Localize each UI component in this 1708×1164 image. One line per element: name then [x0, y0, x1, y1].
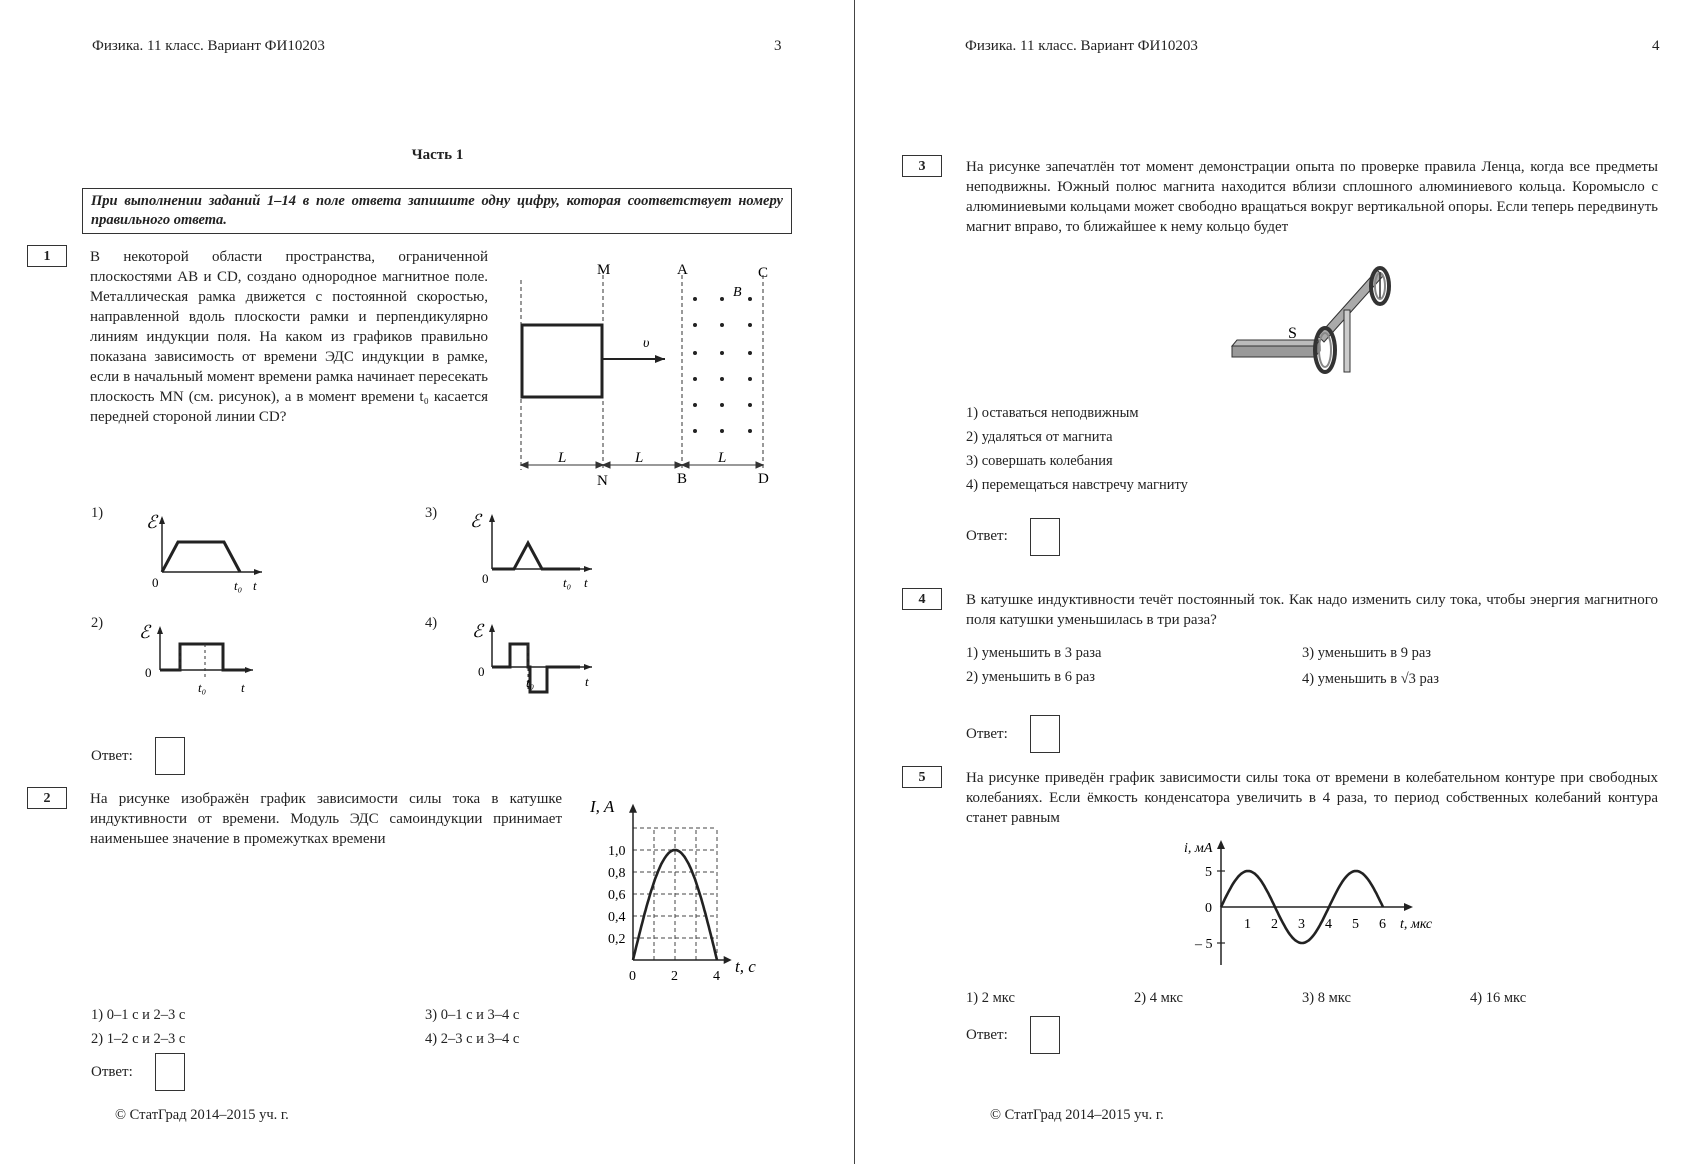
q2-option-1: 1) 0–1 с и 2–3 с	[91, 1007, 186, 1023]
q1-option-1-label: 1)	[91, 505, 104, 521]
q1-graph-3	[470, 510, 600, 595]
answer-label-1: Ответ:	[91, 748, 133, 764]
y-tick-label: 0,8	[608, 866, 626, 881]
q5-xtick-3: 3	[1298, 917, 1305, 932]
q1-option-4-label: 4)	[425, 615, 438, 631]
t0-label: t₀	[234, 578, 243, 593]
page-right	[855, 0, 1708, 1164]
q4-option-1: 1) уменьшить в 3 раза	[966, 645, 1102, 661]
answer-label-5: Ответ:	[966, 1027, 1008, 1043]
q5-x-label: t, мкс	[1400, 917, 1433, 932]
q5-xtick-2: 2	[1271, 917, 1278, 932]
question-number-3: 3	[902, 155, 942, 177]
q3-option-4: 4) перемещаться навстречу магниту	[966, 477, 1188, 493]
q2-option-3: 3) 0–1 с и 3–4 с	[425, 1007, 520, 1023]
answer-box-5[interactable]	[1030, 1016, 1060, 1054]
q5-ytick-5: 5	[1205, 865, 1212, 880]
label-L-2: L	[635, 450, 644, 466]
q3-option-2: 2) удаляться от магнита	[966, 429, 1113, 445]
footer: © СтатГрад 2014–2015 уч. г.	[115, 1107, 289, 1123]
q5-ytick-0: 0	[1205, 901, 1212, 916]
t0-label: t₀	[526, 675, 535, 690]
label-M: M	[597, 262, 611, 278]
q2-option-2: 2) 1–2 с и 2–3 с	[91, 1031, 186, 1047]
q5-oscillation-graph	[1173, 835, 1433, 975]
q4-option-3: 3) уменьшить в 9 раз	[1302, 645, 1432, 661]
label-D: D	[758, 471, 769, 487]
q5-option-1: 1) 2 мкс	[966, 990, 1015, 1006]
q5-ytick-neg5: – 5	[1195, 937, 1213, 952]
q5-option-2: 2) 4 мкс	[1134, 990, 1183, 1006]
q1-field-figure	[515, 255, 785, 495]
q3-option-1: 1) оставаться неподвижным	[966, 405, 1139, 421]
chart-y-label: I, A	[590, 797, 615, 816]
lenz-experiment-figure	[1230, 258, 1400, 378]
x-tick-label: 2	[671, 969, 678, 984]
q5-option-3: 3) 8 мкс	[1302, 990, 1351, 1006]
question-2-text: На рисунке изображён график зависимости силы тока в катушке индуктивности от времени. Модуль ЭДС самоиндукции принимает наименьшее значение в промежутках времени	[90, 791, 562, 847]
label-L-3: L	[718, 450, 727, 466]
q4-option-4: 4) уменьшить в √3 раз	[1302, 671, 1439, 687]
question-number-4: 4	[902, 588, 942, 610]
label-B-vector: B	[733, 285, 742, 300]
x-axis-arrow	[724, 956, 732, 964]
answer-box-4[interactable]	[1030, 715, 1060, 753]
page-header: Физика. 11 класс. Вариант ФИ10203	[965, 38, 1198, 54]
page-number: 4	[1652, 38, 1660, 54]
label-N: N	[597, 473, 608, 489]
label-B: B	[677, 471, 688, 487]
q1-option-2-label: 2)	[91, 615, 104, 631]
answer-label-3: Ответ:	[966, 528, 1008, 544]
q1-graph-4	[470, 620, 600, 700]
y-tick-label: 0,2	[608, 932, 626, 947]
y-tick-label: 0,6	[608, 888, 626, 903]
question-number-1: 1	[27, 245, 67, 267]
q1-graph-1	[140, 510, 270, 595]
q5-y-label: i, мА	[1184, 841, 1213, 856]
field-dots	[693, 297, 752, 433]
y-tick-label: 1,0	[608, 844, 626, 859]
question-number-2: 2	[27, 787, 67, 809]
x-tick-label: 0	[629, 969, 636, 984]
q2-current-chart	[585, 790, 770, 984]
emf-label: ℰ	[470, 511, 481, 531]
t0-label: t₀	[563, 575, 572, 590]
answer-label-4: Ответ:	[966, 726, 1008, 742]
q1-option-3-label: 3)	[425, 505, 438, 521]
zero-label: 0	[145, 665, 152, 680]
answer-label-2: Ответ:	[91, 1064, 133, 1080]
t-label: t	[585, 674, 589, 689]
instruction-box: При выполнении заданий 1–14 в поле ответа запишите одну цифру, которая соответствует номеру правильного ответа.	[82, 188, 792, 234]
chart-x-label: t, с	[735, 957, 756, 976]
question-4-text: В катушке индуктивности течёт постоянный ток. Как надо изменить силу тока, чтобы энергия магнитного поля катушки уменьшилась в три раза?	[966, 592, 1658, 628]
emf-label: ℰ	[472, 621, 483, 641]
q5-xtick-6: 6	[1379, 917, 1386, 932]
label-A: A	[677, 262, 688, 278]
x-tick-label: 4	[713, 969, 720, 984]
question-3-text: На рисунке запечатлён тот момент демонстрации опыта по проверке правила Ленца, когда все предметы неподвижны. Южный полюс магнита находится вблизи сплошного алюминиевого кольца. Коромысло с алюминиевыми кольцами может свободно вращаться вокруг вертикальной опоры. Если теперь передвинуть магнит вправо, то ближайшее к нему кольцо будет	[966, 159, 1658, 235]
answer-box-3[interactable]	[1030, 518, 1060, 556]
part-title: Часть 1	[411, 147, 464, 163]
label-C: C	[758, 265, 769, 281]
metal-frame	[522, 325, 602, 397]
label-velocity: υ	[643, 336, 650, 351]
emf-label: ℰ	[146, 512, 157, 532]
emf-label: ℰ	[139, 622, 150, 642]
q5-xtick-4: 4	[1325, 917, 1332, 932]
zero-label: 0	[152, 575, 159, 590]
footer: © СтатГрад 2014–2015 уч. г.	[990, 1107, 1164, 1123]
answer-box-1[interactable]	[155, 737, 185, 775]
question-number-5: 5	[902, 766, 942, 788]
label-L-1: L	[558, 450, 567, 466]
q5-xtick-5: 5	[1352, 917, 1359, 932]
zero-label: 0	[482, 571, 489, 586]
page-number: 3	[774, 38, 782, 54]
q1-graph-2	[135, 620, 265, 700]
q5-option-4: 4) 16 мкс	[1470, 990, 1527, 1006]
q5-xtick-1: 1	[1244, 917, 1251, 932]
q3-option-3: 3) совершать колебания	[966, 453, 1113, 469]
zero-label: 0	[478, 664, 485, 679]
page-header: Физика. 11 класс. Вариант ФИ10203	[92, 38, 325, 54]
q2-option-4: 4) 2–3 с и 3–4 с	[425, 1031, 520, 1047]
t-label: t	[253, 578, 257, 593]
y-tick-label: 0,4	[608, 910, 626, 925]
y-axis-arrow	[629, 804, 637, 813]
t-label: t	[241, 680, 245, 695]
answer-box-2[interactable]	[155, 1053, 185, 1091]
question-1-text: В некоторой области пространства, ограниченной плоскостями AB и CD, создано однородное магнитное поле. Металлическая рамка движется с постоянной скоростью, направленной вдоль плоскости рамки и перпендикулярно линиям индукции поля. На каком из графиков правильно показана зависимость от времени ЭДС индукции в рамке, если в начальный момент времени рамка начинает пересекать плоскость MN (см. рисунок), а в момент времени t₀ касается передней стороной линии CD?	[90, 249, 488, 425]
magnet-s-label: S	[1288, 325, 1297, 342]
q4-option-2: 2) уменьшить в 6 раз	[966, 669, 1096, 685]
t-label: t	[584, 575, 588, 590]
t0-label: t₀	[198, 680, 207, 695]
question-5-text: На рисунке приведён график зависимости силы тока от времени в колебательном контуре при свободных колебаниях. Если ёмкость конденсатора увеличить в 4 раза, то период собственных колебаний контура станет равным	[966, 770, 1658, 826]
